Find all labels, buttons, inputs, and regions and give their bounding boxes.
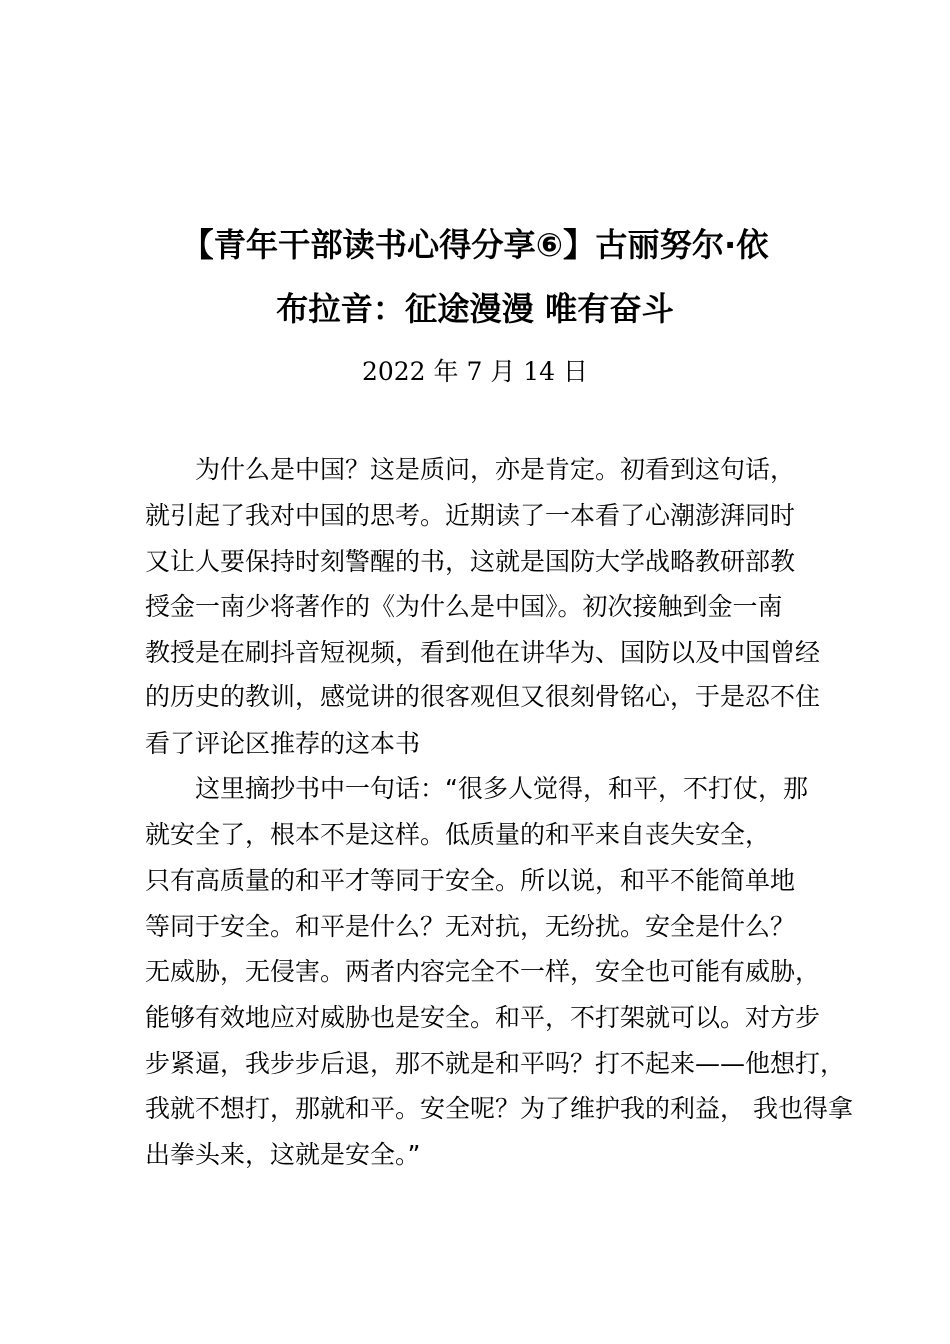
paragraph-1-line: 看了评论区推荐的这本书 <box>145 729 421 758</box>
paragraph-1-line: 为什么是中国？这是质问，亦是肯定。初看到这句话， <box>195 455 796 484</box>
paragraph-2-line: 只有高质量的和平才等同于安全。所以说，和平不能简单地 <box>145 866 796 895</box>
paragraph-1-line: 又让人要保持时刻警醒的书，这就是国防大学战略教研部教 <box>145 547 796 576</box>
paragraph-2-line: 就安全了，根本不是这样。低质量的和平来自丧失安全， <box>145 820 771 849</box>
paragraph-2-line: 步紧逼，我步步后退，那不就是和平吗？打不起来——他想打， <box>145 1049 846 1078</box>
paragraph-1-line: 就引起了我对中国的思考。近期读了一本看了心潮澎湃同时 <box>145 501 796 530</box>
article-date: 2022 年 7 月 14 日 <box>361 357 589 386</box>
article-title-line-1: 【青年干部读书心得分享⑥】古丽努尔·依 <box>181 226 769 264</box>
paragraph-1-line: 授金一南少将著作的《为什么是中国》。初次接触到金一南 <box>145 592 783 621</box>
paragraph-1-line: 教授是在刷抖音短视频，看到他在讲华为、国防以及中国曾经 <box>145 638 821 667</box>
paragraph-2-line: 这里摘抄书中一句话：“很多人觉得，和平，不打仗，那 <box>195 774 808 803</box>
paragraph-2-line: 能够有效地应对威胁也是安全。和平，不打架就可以。对方步 <box>145 1003 821 1032</box>
paragraph-1-line: 的历史的教训，感觉讲的很客观但又很刻骨铭心，于是忍不住 <box>145 682 821 711</box>
article-title-line-2: 布拉音：征途漫漫 唯有奋斗 <box>276 290 674 328</box>
paragraph-2-line: 出拳头来，这就是安全。” <box>145 1140 421 1169</box>
paragraph-2-line: 无威胁，无侵害。两者内容完全不一样，安全也可能有威胁， <box>145 957 821 986</box>
paragraph-2-line: 等同于安全。和平是什么？无对抗，无纷扰。安全是什么？ <box>145 912 796 941</box>
paragraph-2-line: 我就不想打，那就和平。安全呢？为了维护我的利益， 我也得拿 <box>145 1094 853 1123</box>
